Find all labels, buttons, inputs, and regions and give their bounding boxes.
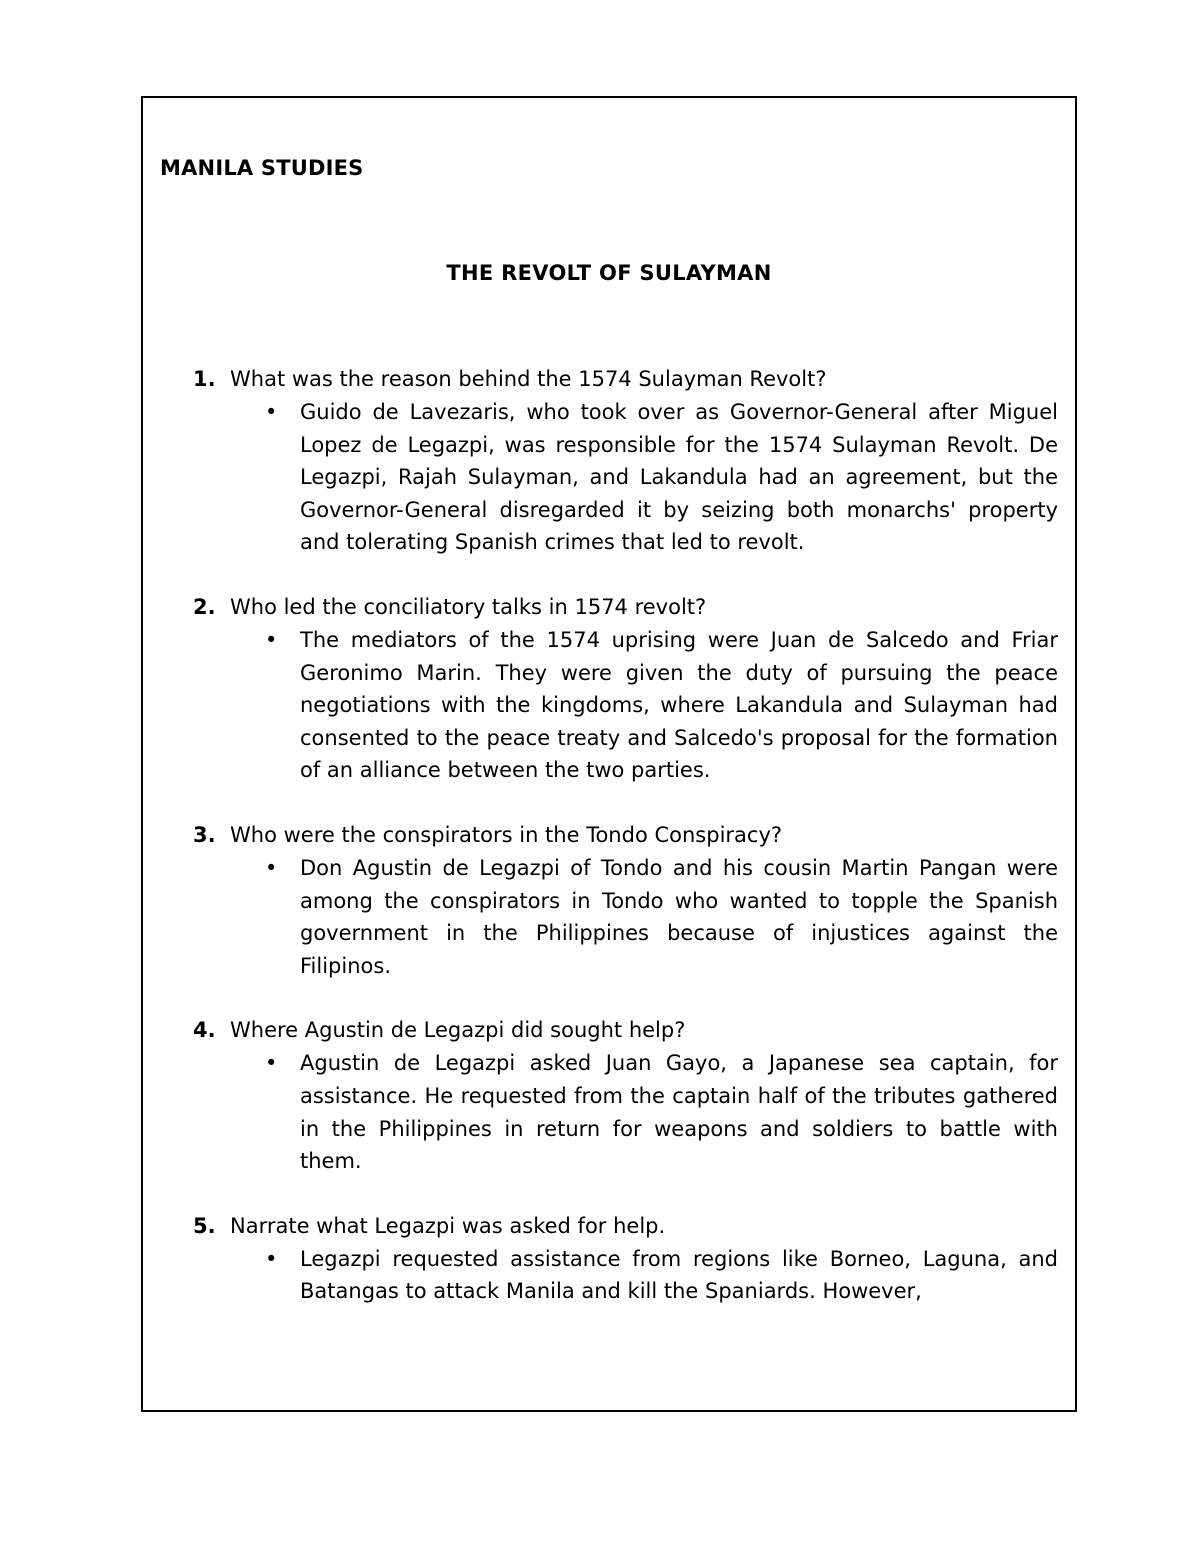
question-number: 3. — [193, 822, 216, 847]
question-item-5 — [143, 1210, 1075, 1308]
answer-bullet — [143, 1243, 1058, 1308]
bullet-icon: • — [265, 855, 278, 880]
question-line — [143, 1014, 1075, 1047]
question-text: Narrate what Legazpi was asked for help. — [230, 1213, 666, 1238]
bullet-icon: • — [265, 400, 278, 424]
answer-text: Don Agustin de Legazpi of Tondo and his cousin Martin Pangan were among the conspirators in Tondo who wanted to topple the Spanish government in the Philippines because of injustices against the Filipinos. — [300, 855, 1058, 978]
question-line — [143, 363, 1075, 396]
bullet-icon: • — [265, 1051, 278, 1076]
question-item-4 — [143, 1014, 1075, 1177]
question-number: 1. — [193, 367, 216, 391]
course-heading: MANILA STUDIES — [160, 156, 364, 180]
question-line — [143, 1210, 1075, 1243]
bullet-icon: • — [265, 627, 278, 652]
answer-text: Legazpi requested assistance from regions like Borneo, Laguna, and Batangas to attack Manila and kill the Spaniards. However, — [300, 1246, 1058, 1304]
question-item-3 — [143, 819, 1075, 982]
question-text: Where Agustin de Legazpi did sought help? — [230, 1018, 686, 1043]
question-text: Who were the conspirators in the Tondo Conspiracy? — [230, 822, 783, 847]
question-list — [143, 363, 1075, 1340]
answer-bullet — [143, 396, 1058, 559]
answer-bullet — [143, 1047, 1058, 1177]
answer-bullet — [143, 624, 1058, 787]
question-line — [143, 591, 1075, 624]
question-item-2 — [143, 591, 1075, 787]
question-text: What was the reason behind the 1574 Sulayman Revolt? — [230, 367, 827, 391]
answer-text: Agustin de Legazpi asked Juan Gayo, a Japanese sea captain, for assistance. He requested from the captain half of the tributes gathered in the Philippines in return for weapons and soldiers to battle with them. — [300, 1051, 1058, 1174]
answer-text: The mediators of the 1574 uprising were Juan de Salcedo and Friar Geronimo Marin. They were given the duty of pursuing the peace negotiations with the kingdoms, where Lakandula and Sulayman had consented to the peace treaty and Salcedo's proposal for the formation of an alliance between the two parties. — [300, 627, 1058, 783]
question-line — [143, 819, 1075, 852]
question-text: Who led the conciliatory talks in 1574 revolt? — [230, 594, 707, 619]
document-title: THE REVOLT OF SULAYMAN — [446, 261, 772, 285]
question-number: 2. — [193, 594, 216, 619]
page-frame — [141, 96, 1077, 1412]
question-item-1 — [143, 363, 1075, 559]
question-number: 5. — [193, 1213, 216, 1238]
answer-text: Guido de Lavezaris, who took over as Governor-General after Miguel Lopez de Legazpi, was responsible for the 1574 Sulayman Revolt. De Legazpi, Rajah Sulayman, and Lakandula had an agreement, but the Governor-General disregarded it by seizing both monarchs' property and tolerating Spanish crimes that led to revolt. — [300, 400, 1058, 555]
answer-bullet — [143, 852, 1058, 982]
bullet-icon: • — [265, 1246, 278, 1271]
question-number: 4. — [193, 1018, 216, 1043]
